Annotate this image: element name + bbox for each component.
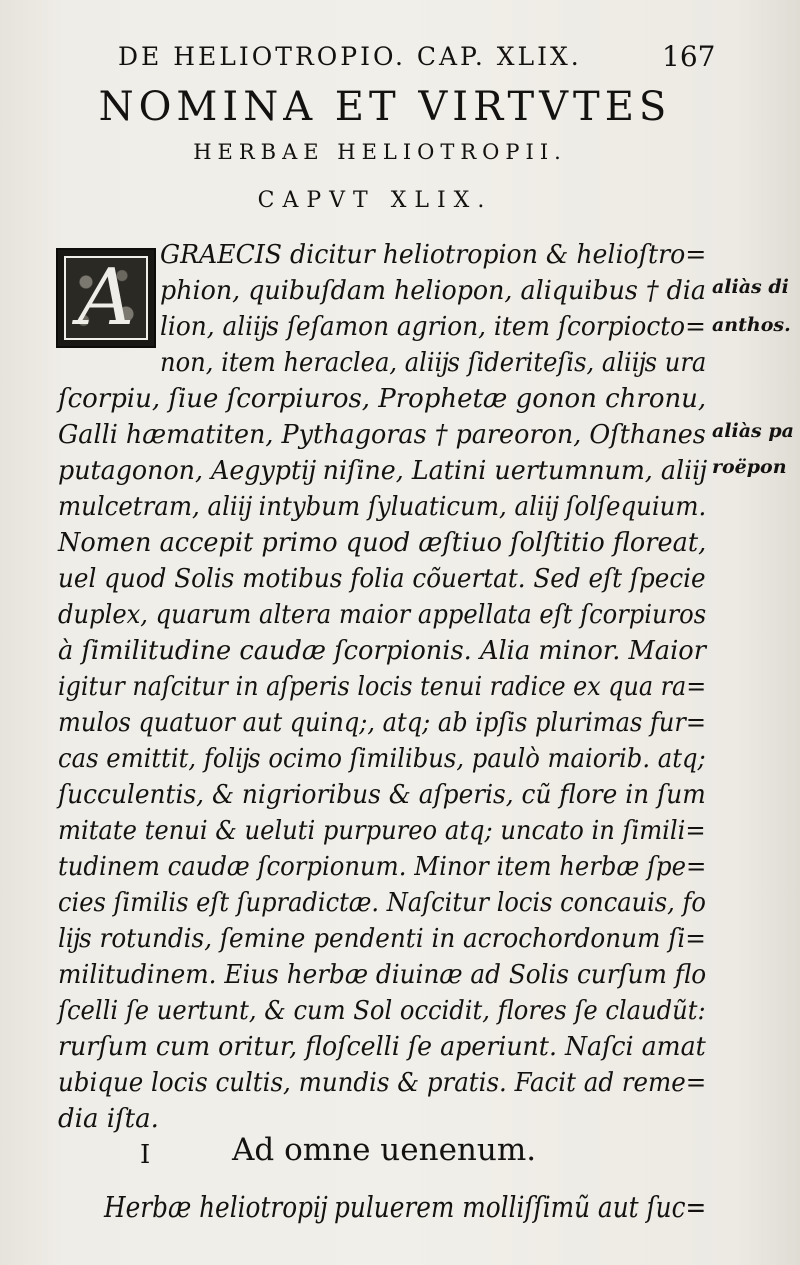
section-title: Ad omne uenenum. <box>232 1132 537 1168</box>
marginal-note: anthos. <box>712 314 791 336</box>
text-line: ubique locis cultis, mundis & pratis. Facit ad reme= <box>58 1068 707 1098</box>
text-line: tudinem caudæ ſcorpionum. Minor item herbæ ſpe= <box>58 852 707 882</box>
marginal-note: roëpon <box>712 456 787 478</box>
text-line: igitur naſcitur in aſperis locis tenui radice ex qua ra= <box>58 672 707 702</box>
text-line: mulos quatuor aut quinq;, atq; ab ipſis plurimas fur= <box>58 708 707 738</box>
text-line: cas emittit, folĳs ocimo ſimilibus, paulò maiorib. atq; <box>58 744 706 774</box>
text-line: dia iſta. <box>58 1104 159 1134</box>
marginal-note: aliàs di <box>712 276 789 298</box>
running-head: DE HELIOTROPIO. CAP. XLIX. <box>118 42 582 71</box>
text-line: putagonon, Aegyptĳ niſine, Latini uertumnum, aliĳ <box>58 456 706 486</box>
text-line: lĳs rotundis, ſemine pendenti in acrochordonum ſi= <box>58 924 706 954</box>
text-line: Nomen accepit primo quod æſtiuo ſolſtitio floreat, <box>58 528 707 558</box>
text-line: GRAECIS dicitur heliotropion & helioſtro= <box>160 240 707 270</box>
marginal-note: aliàs pa <box>712 420 794 442</box>
initial-ornament <box>64 253 148 343</box>
text-line: ſcorpiu, ſiue ſcorpiuros, Prophetæ gonon chronu, <box>58 384 707 414</box>
section-number: I <box>140 1140 151 1170</box>
text-line: uel quod Solis motibus folia cõuertat. Sed eſt ſpecie <box>58 564 706 594</box>
text-line: militudinem. Eius herbæ diuinæ ad Solis curſum flo <box>58 960 707 990</box>
text-line: Galli hæmatiten, Pythagoras † pareoron, Oſthanes <box>58 420 706 450</box>
initial-letter: A <box>77 253 135 343</box>
text-line: non, item heraclea, aliĳs ſideriteſis, aliĳs ura <box>160 348 707 378</box>
text-line: rurſum cum oritur, floſcelli ſe aperiunt. Naſci amat <box>58 1032 706 1062</box>
text-line: lion, aliĳs ſeſamon agrion, item ſcorpiocto= <box>160 312 706 342</box>
text-line: mitate tenui & ueluti purpureo atq; uncato in ſimili= <box>58 816 706 846</box>
decorated-initial <box>56 248 156 348</box>
text-line: duplex, quarum altera maior appellata eſt ſcorpiuros <box>58 600 707 630</box>
text-line: à ſimilitudine caudæ ſcorpionis. Alia minor. Maior <box>58 636 706 666</box>
text-line: phion, quibuſdam heliopon, aliquibus † dia <box>160 276 706 306</box>
text-line: ſucculentis, & nigrioribus & aſperis, cũ flore in ſum <box>58 780 706 810</box>
text-line: cies ſimilis eſt ſupradictæ. Naſcitur locis concauis, fo <box>58 888 706 918</box>
page-number: 167 <box>662 40 716 73</box>
text-line: Herbæ heliotropĳ puluerem molliſſimũ aut ſuc= <box>104 1190 707 1224</box>
chapter-title: NOMINA ET VIRTVTES <box>98 84 672 130</box>
text-line: ſcelli ſe uertunt, & cum Sol occidit, flores ſe claudũt: <box>58 996 706 1026</box>
chapter-number: CAPVT XLIX. <box>257 188 493 213</box>
chapter-subtitle: HERBAE HELIOTROPII. <box>193 140 567 164</box>
text-line: mulcetram, aliĳ intybum ſyluaticum, aliĳ ſolſequium. <box>58 492 707 522</box>
